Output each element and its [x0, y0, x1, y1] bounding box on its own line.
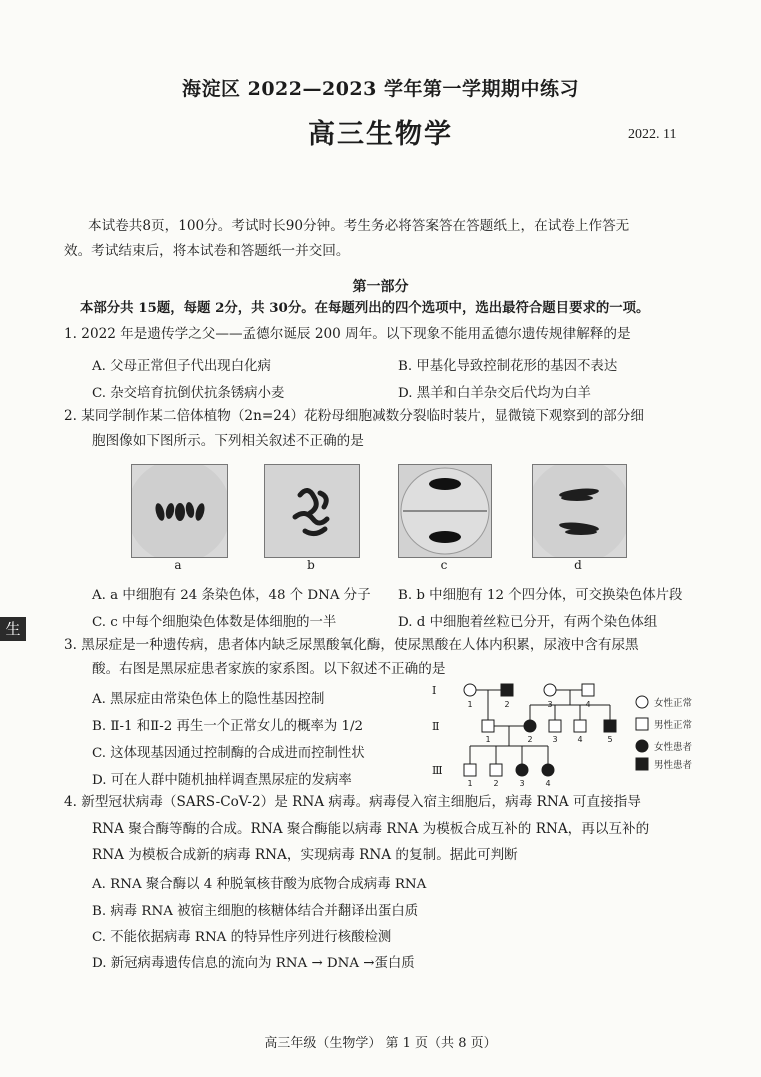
intro-line-1: 本试卷共8页，100分。考试时长90分钟。考生务必将答案答在答题纸上，在试卷上作答无 [88, 218, 630, 234]
subject-side-tab: 生 [0, 617, 26, 641]
q3-option-a: A. 黑尿症由常染色体上的隐性基因控制 [92, 692, 325, 707]
q1-option-b: B. 甲基化导致控制花形的基因不表达 [398, 359, 618, 374]
q4-option-b: B. 病毒 RNA 被宿主细胞的核糖体结合并翻译出蛋白质 [92, 904, 419, 919]
q2-option-b: B. b 中细胞有 12 个四分体，可交换染色体片段 [398, 588, 683, 603]
legend-male-normal: 男性正常 [654, 720, 693, 731]
gen-label-2: Ⅱ [432, 720, 440, 733]
svg-text:3: 3 [519, 779, 525, 788]
pedigree-chart [430, 680, 730, 790]
gen-label-1: Ⅰ [432, 684, 437, 697]
svg-text:2: 2 [493, 779, 499, 788]
svg-text:4: 4 [585, 700, 591, 709]
q2-option-c: C. c 中每个细胞染色体数是体细胞的一半 [92, 615, 337, 630]
section-instructions: 本部分共 15题，每题 2分，共 30分。在每题列出的四个选项中，选出最符合题目要求的一项。 [80, 300, 650, 316]
q1-option-c: C. 杂交培育抗倒伏抗条锈病小麦 [92, 386, 285, 401]
caption-a: a [174, 558, 182, 572]
exam-date: 2022. 11 [628, 127, 677, 142]
svg-text:2: 2 [527, 735, 533, 744]
caption-d: d [574, 558, 582, 572]
svg-text:3: 3 [547, 700, 553, 709]
micrograph-b [264, 464, 360, 558]
q4-stem-2: RNA 聚合酶等酶的合成。RNA 聚合酶能以病毒 RNA 为模板合成互补的 RNA，再以互补的 [92, 821, 650, 837]
q4-stem-3: RNA 为模板合成新的病毒 RNA，实现病毒 RNA 的复制。据此可判断 [92, 847, 518, 863]
exam-title: 海淀区 2022—2023 学年第一学期期中练习 [182, 78, 579, 100]
gen-label-3: Ⅲ [432, 764, 443, 777]
q2-stem-1: 2. 某同学制作某二倍体植物（2n=24）花粉母细胞减数分裂临时装片，显微镜下观察到的部分细 [64, 408, 644, 424]
section-title: 第一部分 [352, 279, 409, 295]
q3-stem-2: 酸。右图是黑尿症患者家族的家系图。以下叙述不正确的是 [92, 661, 446, 677]
q3-option-b: B. Ⅱ-1 和Ⅱ-2 再生一个正常女儿的概率为 1/2 [92, 719, 364, 734]
q1-option-a: A. 父母正常但子代出现白化病 [92, 359, 271, 374]
q2-option-a: A. a 中细胞有 24 条染色体，48 个 DNA 分子 [92, 588, 371, 603]
legend-female-affected: 女性患者 [654, 742, 693, 753]
q4-option-c: C. 不能依据病毒 RNA 的特异性序列进行核酸检测 [92, 930, 392, 945]
legend-male-affected: 男性患者 [654, 760, 693, 771]
q2-option-d: D. d 中细胞着丝粒已分开，有两个染色体组 [398, 615, 658, 630]
subject-title: 高三生物学 [308, 119, 453, 150]
intro-line-2: 效。考试结束后，将本试卷和答题纸一并交回。 [64, 243, 350, 259]
caption-c: c [440, 558, 448, 572]
q4-option-d: D. 新冠病毒遗传信息的流向为 RNA → DNA →蛋白质 [92, 956, 415, 971]
svg-text:2: 2 [504, 700, 510, 709]
svg-text:1: 1 [467, 700, 473, 709]
micrograph-d [532, 464, 627, 558]
svg-text:3: 3 [552, 735, 558, 744]
q4-stem-1: 4. 新型冠状病毒（SARS-CoV-2）是 RNA 病毒。病毒侵入宿主细胞后，病毒 RNA 可直接指导 [64, 794, 641, 810]
legend-female-normal: 女性正常 [654, 698, 693, 709]
q2-stem-2: 胞图像如下图所示。下列相关叙述不正确的是 [92, 433, 364, 449]
svg-text:4: 4 [545, 779, 551, 788]
q4-option-a: A. RNA 聚合酶以 4 种脱氧核苷酸为底物合成病毒 RNA [92, 877, 427, 892]
q3-stem-1: 3. 黑尿症是一种遗传病，患者体内缺乏尿黑酸氧化酶，使尿黑酸在人体内积累，尿液中含有尿黑 [64, 637, 639, 653]
micrograph-c [398, 464, 492, 558]
q1-stem: 1. 2022 年是遗传学之父——孟德尔诞辰 200 周年。以下现象不能用孟德尔遗传规律解释的是 [64, 326, 631, 342]
q3-option-d: D. 可在人群中随机抽样调查黑尿症的发病率 [92, 773, 352, 788]
caption-b: b [307, 558, 315, 572]
svg-text:5: 5 [607, 735, 613, 744]
q3-option-c: C. 这体现基因通过控制酶的合成进而控制性状 [92, 746, 365, 761]
svg-text:4: 4 [577, 735, 583, 744]
svg-text:1: 1 [467, 779, 473, 788]
q1-option-d: D. 黑羊和白羊杂交后代均为白羊 [398, 386, 591, 401]
micrograph-a [131, 464, 228, 558]
page-footer: 高三年级（生物学） 第 1 页（共 8 页） [264, 1036, 497, 1051]
svg-text:1: 1 [485, 735, 491, 744]
